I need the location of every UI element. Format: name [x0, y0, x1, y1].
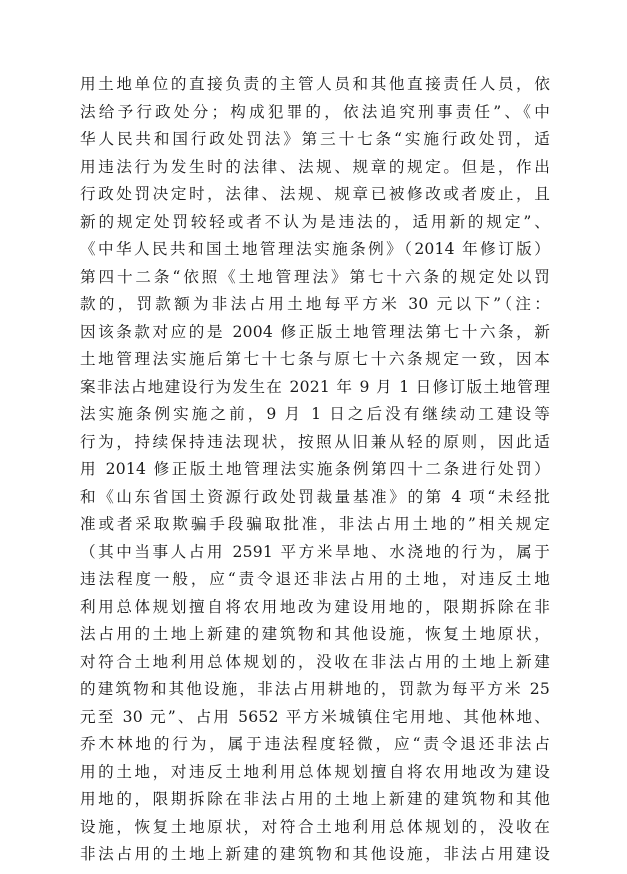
text-line: 准或者采取欺骗手段骗取批准，非法占用土地的”相关规定 [80, 515, 550, 533]
text-line: 用土地单位的直接负责的主管人员和其他直接责任人员，依 [80, 75, 550, 93]
text-line: 行为，持续保持违法现状，按照从旧兼从轻的原则，因此适 [80, 432, 550, 451]
text-line: 非法占用的土地上新建的建筑物和其他设施，非法占用建设 [80, 845, 550, 863]
text-line: 法给予行政处分；构成犯罪的，依法追究刑事责任”、《中 [80, 102, 550, 121]
text-line: 乔木林地的行为，属于违法程度轻微，应“责令退还非法占 [80, 735, 550, 753]
text-line: 违法程度一般，应“责令退还非法占用的土地，对违反土地 [80, 570, 550, 588]
text-line: 的建筑物和其他设施，非法占用耕地的，罚款为每平方米 25 [80, 680, 550, 698]
text-line: 法占用的土地上新建的建筑物和其他设施，恢复土地原状， [80, 625, 550, 643]
text-line: 款的，罚款额为非法占用土地每平方米 30 元以下”（注： [80, 295, 550, 313]
text-line: （其中当事人占用 2591 平方米旱地、水浇地的行为，属于 [80, 542, 550, 561]
text-line: 《中华人民共和国土地管理法实施条例》（2014 年修订版） [80, 240, 550, 258]
body-paragraph [80, 71, 550, 869]
text-line: 对符合土地利用总体规划的，没收在非法占用的土地上新建 [80, 652, 550, 671]
text-line: 用违法行为发生时的法律、法规、规章的规定。但是，作出 [80, 157, 550, 176]
text-line: 用地的，限期拆除在非法占用的土地上新建的建筑物和其他 [80, 790, 550, 808]
text-line: 元至 30 元”、占用 5652 平方米城镇住宅用地、其他林地、 [80, 707, 550, 726]
text-line: 土地管理法实施后第七十七条与原七十六条规定一致，因本 [80, 350, 550, 368]
text-line: 法实施条例实施之前，9 月 1 日之后没有继续动工建设等 [80, 405, 550, 423]
text-line: 新的规定处罚较轻或者不认为是违法的，适用新的规定”、 [80, 212, 550, 231]
text-line: 案非法占地建设行为发生在 2021 年 9 月 1 日修订版土地管理 [80, 377, 550, 396]
text-line: 设施，恢复土地原状，对符合土地利用总体规划的，没收在 [80, 817, 550, 836]
text-line: 华人民共和国行政处罚法》第三十七条“实施行政处罚，适 [80, 130, 550, 148]
text-line: 因该条款对应的是 2004 修正版土地管理法第七十六条，新 [80, 322, 550, 341]
text-line: 行政处罚决定时，法律、法规、规章已被修改或者废止，且 [80, 185, 550, 203]
text-line: 用 2014 修正版土地管理法实施条例第四十二条进行处罚） [80, 460, 550, 478]
text-line: 利用总体规划擅自将农用地改为建设用地的，限期拆除在非 [80, 597, 550, 616]
text-line: 用的土地，对违反土地利用总体规划擅自将农用地改为建设 [80, 762, 550, 781]
text-line: 第四十二条“依照《土地管理法》第七十六条的规定处以罚 [80, 267, 550, 286]
text-line: 和《山东省国土资源行政处罚裁量基准》的第 4 项“未经批 [80, 487, 550, 506]
